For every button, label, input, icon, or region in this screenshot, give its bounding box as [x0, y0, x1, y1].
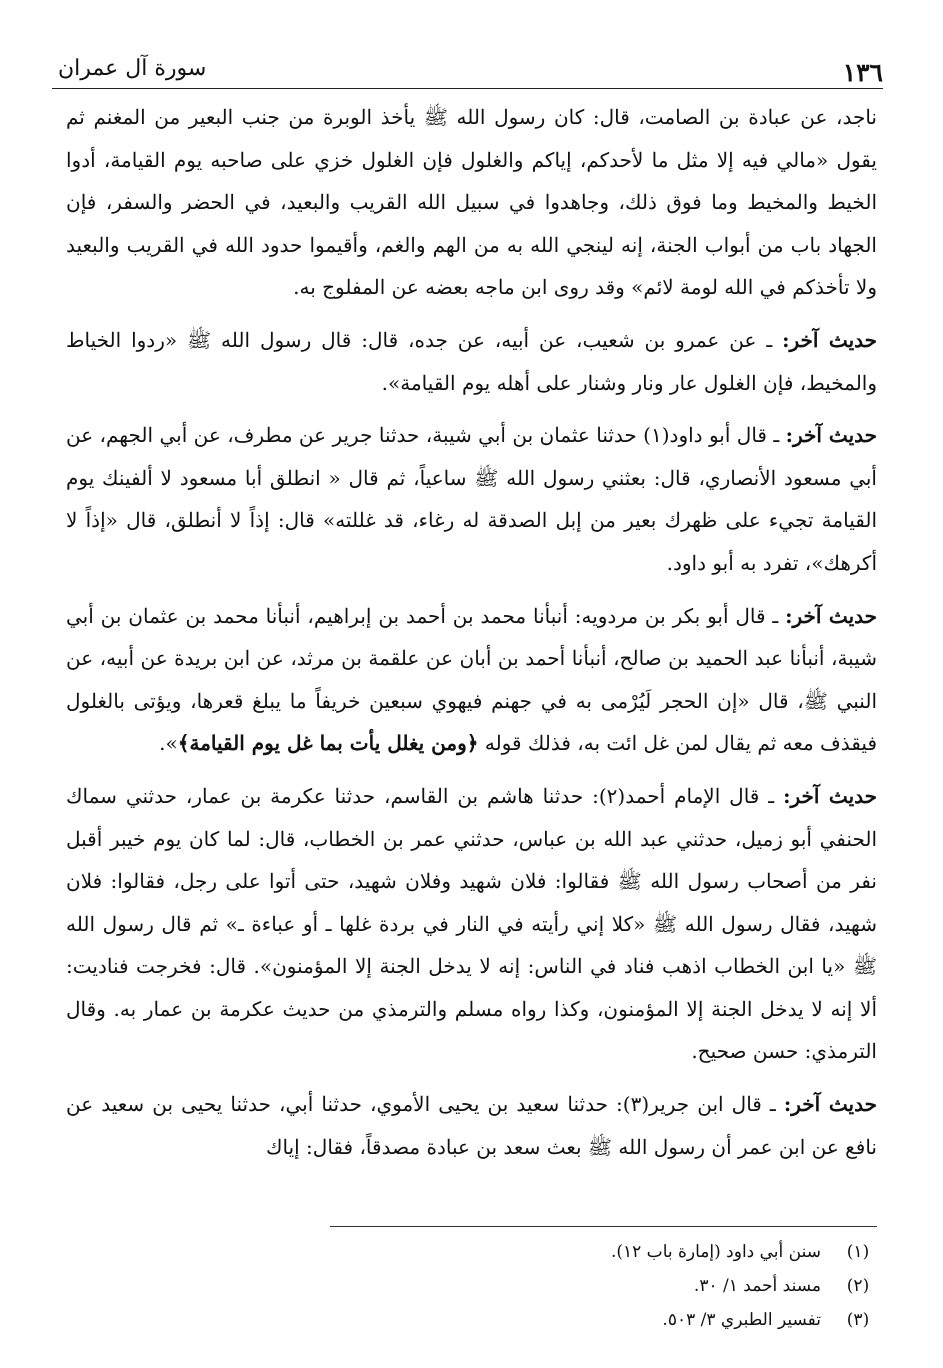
footnotes [330, 1226, 877, 1337]
footnote-text: مسند أحمد ١/ ٣٠. [693, 1276, 821, 1296]
paragraph [66, 319, 877, 404]
page-body [66, 96, 877, 1178]
paragraph [66, 414, 877, 584]
page-number: ١٣٦ [842, 58, 883, 87]
footnote-text: سنن أبي داود (إمارة باب ١٢). [610, 1242, 821, 1262]
paragraph-text: ـ قال أبو بكر بن مردويه: أنبأنا محمد بن أحمد بن إبراهيم، أنبأنا محمد بن عثمان بن أبي شيبة، أنبأنا عبد الحميد بن صالح، أنبأنا أحمد بن أبان عن علقمة بن مرثد، عن ابن بريدة عن أبيه، عن النبي ﷺ، قال «إن الحجر لَيُرْمى به في جهنم فيهوي سبعين خريفاً ما يبلغ قعرها، ويؤتى بالغلول فيقذف معه ثم يقال لمن غل ائت به، فذلك قوله [66, 603, 877, 756]
footnote-text: تفسير الطبري ٣/ ٥٠٣. [662, 1310, 821, 1330]
hadith-label: حديث آخر: [785, 423, 878, 448]
paragraph [66, 1083, 877, 1168]
hadith-label: حديث آخر: [782, 327, 878, 352]
paragraph [66, 775, 877, 1073]
footnote [330, 1269, 877, 1303]
hadith-label: حديث آخر: [783, 1092, 877, 1117]
page-header [52, 52, 883, 89]
hadith-label: حديث آخر: [785, 603, 878, 628]
paragraph [66, 595, 877, 765]
footnote-number: (١) [846, 1242, 870, 1262]
footnote [330, 1303, 877, 1337]
footnote-number: (٢) [846, 1276, 870, 1296]
footnote-number: (٣) [846, 1310, 870, 1330]
paragraph [66, 96, 877, 309]
paragraph-text: ـ قال الإمام أحمد(٢): حدثنا هاشم بن القاسم، حدثنا عكرمة بن عمار، حدثني سماك الحنفي أبو زميل، حدثني عبد الله بن عباس، حدثني عمر بن الخطاب، قال: لما كان يوم خيبر أقبل نفر من أصحاب رسول الله ﷺ فقالوا: فلان شهيد وفلان شهيد، حتى أتوا على رجل، فقالوا: فلان شهيد، فقال رسول الله ﷺ «كلا إني رأيته في النار في بردة غلها ـ أو عباءة ـ» ثم قال رسول الله ﷺ «يا ابن الخطاب اذهب فناد في الناس: إنه لا يدخل الجنة إلا المؤمنون». قال: فخرجت فناديت: ألا إنه لا يدخل الجنة إلا المؤمنون، وكذا رواه مسلم والترمذي من حديث عكرمة بن عمار به. وقال الترمذي: حسن صحيح. [66, 783, 877, 1064]
quran-verse: ﴿ومن يغلل يأت بما غل يوم القيامة﴾ [177, 731, 479, 756]
footnote [330, 1235, 877, 1269]
paragraph-text-end: ». [159, 731, 178, 756]
paragraph-text: ـ قال أبو داود(١) حدثنا عثمان بن أبي شيبة، حدثنا جرير عن مطرف، عن أبي الجهم، عن أبي مسعود الأنصاري، قال: بعثني رسول الله ﷺ ساعياً، ثم قال « انطلق أبا مسعود لا ألفينك يوم القيامة تجيء على ظهرك بعير من إبل الصدقة له رغاء، قد غللته» قال: إذاً لا أنطلق، قال «إذاً لا أكرهك»، تفرد به أبو داود. [66, 423, 877, 575]
surah-title: سورة آل عمران [58, 56, 207, 81]
paragraph-text: ناجد، عن عبادة بن الصامت، قال: كان رسول الله ﷺ يأخذ الوبرة من جنب البعير من المغنم ثم يقول «مالي فيه إلا مثل ما لأحدكم، إياكم والغلول فإن الغلول خزي على صاحبه يوم القيامة، أدوا الخيط والمخيط وما فوق ذلك، وجاهدوا في سبيل الله القريب والبعيد، في الحضر والسفر، فإن الجهاد باب من أبواب الجنة، إنه لينجي الله به من الهم والغم، وأقيموا حدود الله في القريب والبعيد ولا تأخذكم في الله لومة لائم» وقد روى ابن ماجه بعضه عن المفلوج به. [66, 105, 877, 300]
paragraph-text: ـ عن عمرو بن شعيب، عن أبيه، عن جده، قال: قال رسول الله ﷺ «ردوا الخياط والمخيط، فإن الغلول عار ونار وشنار على أهله يوم القيامة». [66, 327, 877, 395]
hadith-label: حديث آخر: [783, 783, 878, 808]
paragraph-text: ـ قال ابن جرير(٣): حدثنا سعيد بن يحيى الأموي، حدثنا أبي، حدثنا يحيى بن سعيد عن نافع عن ابن عمر أن رسول الله ﷺ بعث سعد بن عبادة مصدقاً، فقال: إياك [66, 1092, 877, 1159]
